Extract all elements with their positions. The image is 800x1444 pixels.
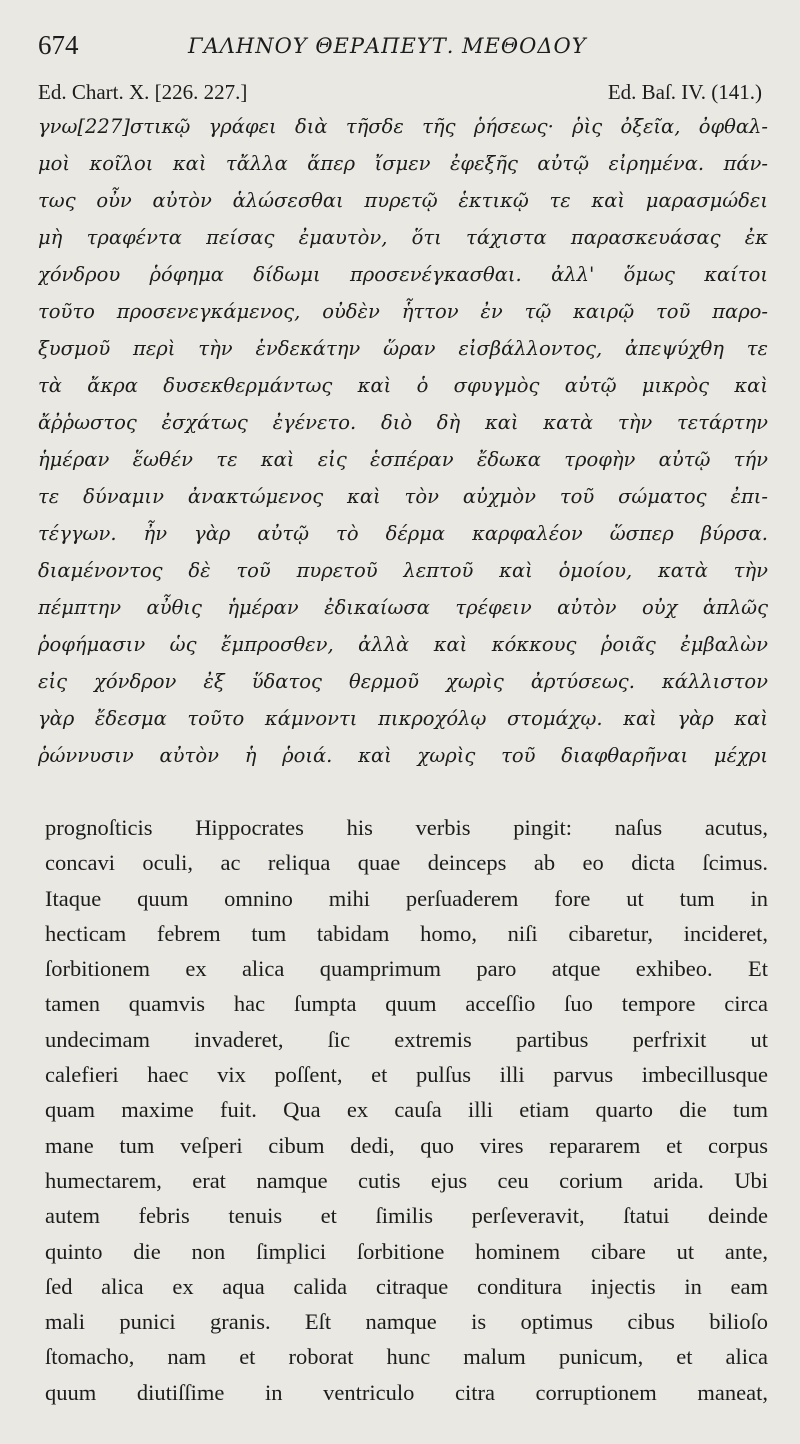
greek-line: ῥοφήμασιν ὡς ἔμπροσθεν, ἀλλὰ καὶ κόκκους ῥοιᾶς ἐμβαλὼν (38, 633, 768, 656)
greek-line: τὰ ἄκρα δυσεκθερμάντως καὶ ὁ σφυγμὸς αὐτῷ μικρὸς καὶ (38, 374, 768, 397)
greek-line: τως οὖν αὐτὸν ἁλώσεσθαι πυρετῷ ἑκτικῷ τε καὶ μαρασμώδει (38, 189, 768, 212)
greek-line: μοὶ κοῖλοι καὶ τἄλλα ἅπερ ἴσμεν ἐφεξῆς αὐτῷ εἰρημένα. πάν- (38, 152, 768, 175)
page-header (38, 30, 762, 66)
greek-line: γνω[227]στικῷ γράφει διὰ τῆσδε τῆς ῥήσεως· ῥὶς ὀξεῖα, ὀφθαλ- (38, 115, 768, 138)
latin-line: prognoſticis Hippocrates his verbis pingit: naſus acutus, (45, 815, 768, 840)
latin-line: undecimam invaderet, ſic extremis partibus perfrixit ut (45, 1026, 768, 1052)
greek-text-block (38, 108, 768, 774)
greek-line: ῥώννυσιν αὐτὸν ἡ ῥοιά. καὶ χωρὶς τοῦ διαφθαρῆναι μέχρι (38, 744, 768, 767)
latin-line: mane tum veſperi cibum dedi, quo vires repararem et corpus (45, 1132, 768, 1158)
latin-line: tamen quamvis hac ſumpta quum acceſſio ſuo tempore circa (45, 991, 768, 1017)
latin-line: hecticam febrem tum tabidam homo, niſi cibaretur, incideret, (45, 920, 768, 946)
greek-line: γὰρ ἔδεσμα τοῦτο κάμνοντι πικροχόλῳ στομάχῳ. καὶ γὰρ καὶ (38, 707, 768, 730)
edition-reference-basel: Ed. Baſ. IV. (141.) (607, 80, 762, 104)
latin-line: quam maxime fuit. Qua ex cauſa illi etiam quarto die tum (45, 1097, 768, 1123)
latin-line: ſorbitionem ex alica quamprimum paro atque exhibeo. Et (45, 956, 768, 982)
latin-line: autem febris tenuis et ſimilis perſeveravit, ſtatui deinde (45, 1203, 768, 1229)
greek-line: ξυσμοῦ περὶ τὴν ἑνδεκάτην ὥραν εἰσβάλλοντος, ἀπεψύχθη τε (38, 337, 768, 360)
greek-line: ἡμέραν ἕωθέν τε καὶ εἰς ἑσπέραν ἔδωκα τροφὴν αὐτῷ τήν (38, 448, 768, 471)
edition-references (38, 80, 762, 106)
latin-text-block (45, 810, 768, 1410)
latin-line: calefieri haec vix poſſent, et pulſus illi parvus imbecillusque (45, 1062, 768, 1088)
latin-line: ſed alica ex aqua calida citraque conditura injectis in eam (45, 1273, 768, 1299)
edition-reference-chartier: Ed. Chart. X. [226. 227.] (38, 80, 248, 104)
latin-line: Itaque quum omnino mihi perſuaderem fore ut tum in (45, 885, 768, 911)
greek-line: τοῦτο προσενεγκάμενος, οὐδὲν ἧττον ἐν τῷ καιρῷ τοῦ παρο- (38, 300, 768, 323)
latin-line: quinto die non ſimplici ſorbitione hominem cibare ut ante, (45, 1238, 768, 1264)
page-number: 674 (38, 30, 79, 60)
greek-line: χόνδρου ῥόφημα δίδωμι προσενέγκασθαι. ἀλλ' ὅμως καίτοι (38, 263, 768, 286)
latin-line: mali punici granis. Eſt namque is optimus cibus bilioſo (45, 1309, 768, 1335)
greek-line: τέγγων. ἦν γὰρ αὐτῷ τὸ δέρμα καρφαλέον ὥσπερ βύρσα. (38, 522, 768, 545)
greek-line: εἰς χόνδρον ἐξ ὕδατος θερμοῦ χωρὶς ἀρτύσεως. κάλλιστον (38, 670, 768, 693)
greek-line: διαμένοντος δὲ τοῦ πυρετοῦ λεπτοῦ καὶ ὁμοίου, κατὰ τὴν (38, 559, 768, 582)
greek-line: πέμπτην αὖθις ἡμέραν ἐδικαίωσα τρέφειν αὐτὸν οὐχ ἁπλῶς (38, 596, 768, 619)
latin-line: ſtomacho, nam et roborat hunc malum punicum, et alica (45, 1344, 768, 1370)
greek-line: ἄῤῥωστος ἐσχάτως ἐγένετο. διὸ δὴ καὶ κατὰ τὴν τετάρτην (38, 411, 768, 434)
greek-line: τε δύναμιν ἀνακτώμενος καὶ τὸν αὐχμὸν τοῦ σώματος ἐπι- (38, 485, 768, 508)
latin-line: humectarem, erat namque cutis ejus ceu corium arida. Ubi (45, 1167, 768, 1193)
running-title: ΓΑΛΗΝΟΥ ΘΕΡΑΠΕΥΤ. ΜΕΘΟΔΟΥ (188, 34, 587, 58)
greek-line: μὴ τραφέντα πείσας ἐμαυτὸν, ὅτι τάχιστα παρασκευάσας ἐκ (38, 226, 768, 249)
latin-line: quum diutiſſime in ventriculo citra corruptionem maneat, (45, 1379, 768, 1405)
latin-line: concavi oculi, ac reliqua quae deinceps ab eo dicta ſcimus. (45, 850, 768, 876)
